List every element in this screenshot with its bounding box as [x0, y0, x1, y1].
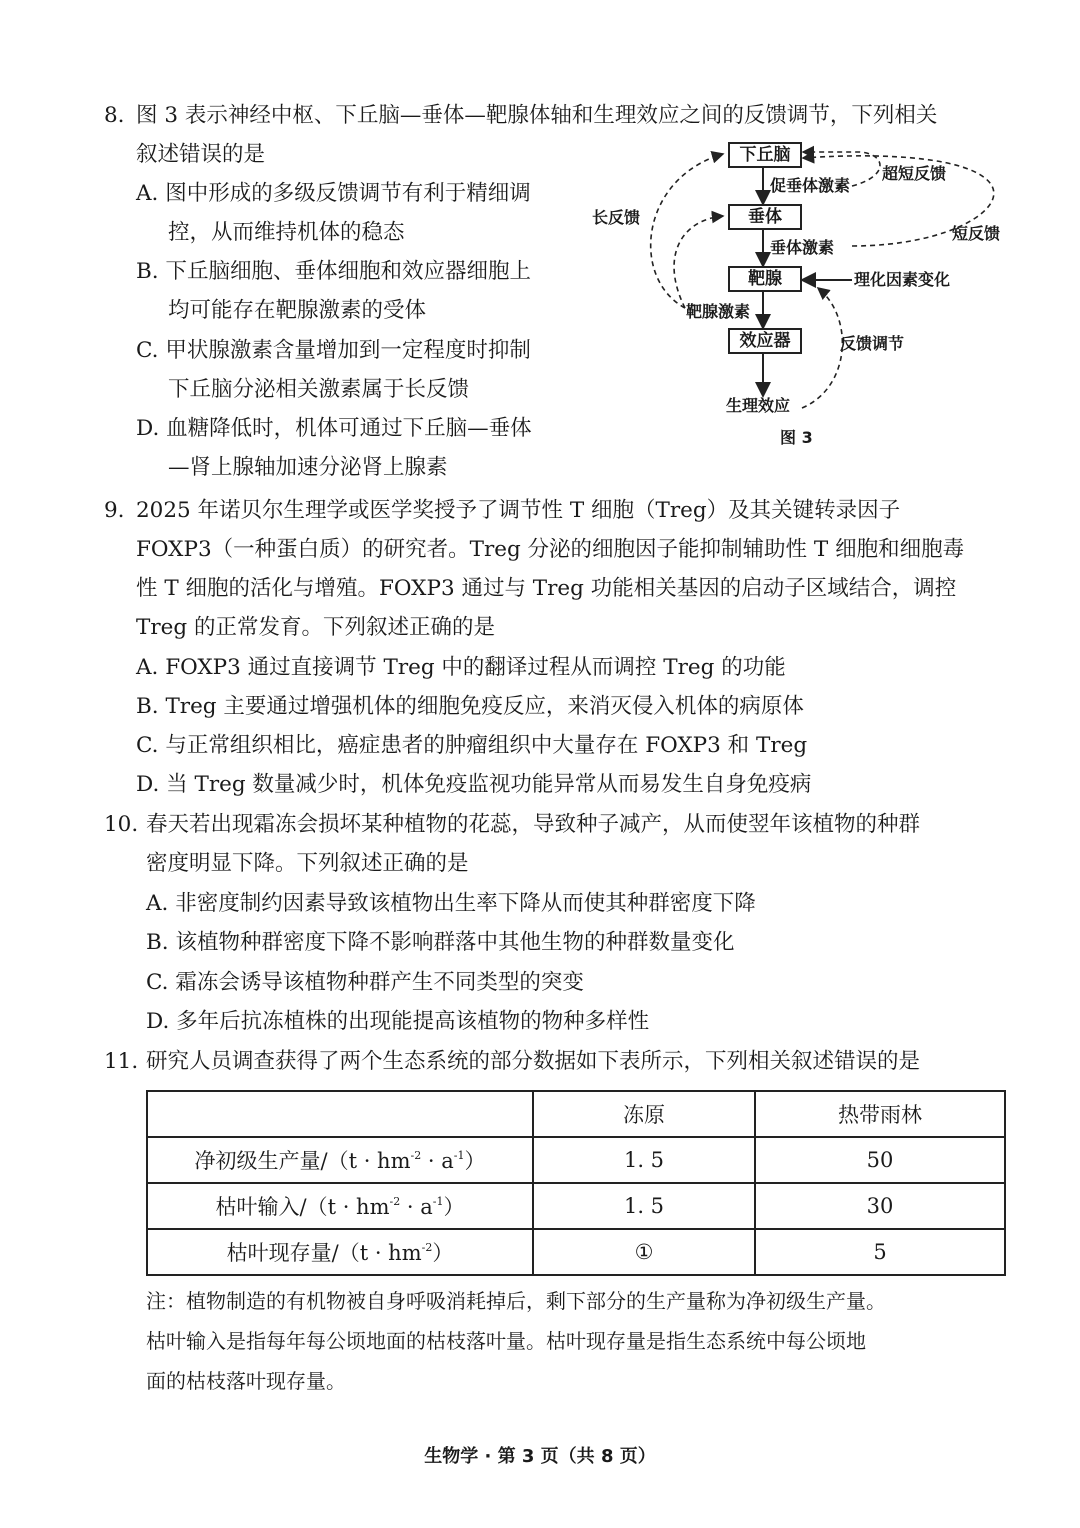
q8-option-a-line1: A. 图中形成的多级反馈调节有利于精细调 [136, 181, 531, 206]
table-header-empty [147, 1091, 533, 1137]
q10-stem-line1: 春天若出现霜冻会损坏某种植物的花蕊，导致种子减产，从而使翌年该植物的种群 [146, 812, 921, 837]
q9-stem-line4: Treg 的正常发育。下列叙述正确的是 [136, 615, 495, 640]
table-row [147, 1183, 1005, 1229]
q10-stem-line2: 密度明显下降。下列叙述正确的是 [146, 851, 469, 876]
cell-tundra: 1. 5 [533, 1183, 755, 1229]
q11-stem: 研究人员调查获得了两个生态系统的部分数据如下表所示，下列相关叙述错误的是 [146, 1049, 921, 1074]
box-effector: 效应器 [728, 328, 802, 354]
q9-stem-line1: 2025 年诺贝尔生理学或医学奖授予了调节性 T 细胞（Treg）及其关键转录因子 [136, 498, 901, 523]
q8-option-b-line1: B. 下丘脑细胞、垂体细胞和效应器细胞上 [136, 259, 531, 284]
cell-rainforest: 30 [755, 1183, 1005, 1229]
table-header-rainforest: 热带雨林 [755, 1091, 1005, 1137]
q10-number: 10. [104, 812, 139, 837]
row-label: 净初级生产量$/(t \cdot hm^{-2} \cdot a^{-1})$ [147, 1137, 533, 1183]
q9-stem-line2: FOXP3（一种蛋白质）的研究者。Treg 分泌的细胞因子能抑制辅助性 T 细胞和细胞毒 [136, 537, 965, 562]
q9-option-b: B. Treg 主要通过增强机体的细胞免疫反应，来消灭侵入机体的病原体 [136, 694, 804, 719]
page-footer: 生物学 · 第 3 页（共 8 页） [424, 1446, 656, 1467]
q10-option-b: B. 该植物种群密度下降不影响群落中其他生物的种群数量变化 [146, 930, 735, 955]
q10-option-c: C. 霜冻会诱导该植物种群产生不同类型的突变 [146, 970, 584, 995]
note-line3: 面的枯枝落叶现存量。 [146, 1369, 346, 1393]
cell-tundra: ① [533, 1229, 755, 1275]
cell-rainforest: 50 [755, 1137, 1005, 1183]
table-header-tundra: 冻原 [533, 1091, 755, 1137]
q8-option-c-line2: 下丘脑分泌相关激素属于长反馈 [168, 377, 470, 402]
box-hypothalamus: 下丘脑 [728, 142, 802, 168]
label-short-feedback: 短反馈 [952, 224, 1001, 243]
arrow-target-hormone-to-pit [674, 216, 723, 308]
row-label: 枯叶现存量$/(t \cdot hm^{-2})$ [147, 1229, 533, 1275]
q8-option-b-line2: 均可能存在靶腺激素的受体 [168, 298, 427, 323]
row-label: 枯叶输入$/(t \cdot hm^{-2} \cdot a^{-1})$ [147, 1183, 533, 1229]
q8-option-a-line2: 控，从而维持机体的稳态 [168, 220, 405, 245]
label-ultrashort: 超短反馈 [882, 164, 947, 183]
label-long-feedback: 长反馈 [592, 208, 641, 227]
q11-number: 11. [104, 1049, 139, 1074]
q8-number: 8. [104, 103, 125, 128]
q8-option-d-line1: D. 血糖降低时，机体可通过下丘脑—垂体 [136, 416, 532, 441]
q10-option-a: A. 非密度制约因素导致该植物出生率下降从而使其种群密度下降 [146, 891, 756, 916]
table-header-row [147, 1091, 1005, 1137]
q10-option-d: D. 多年后抗冻植株的出现能提高该植物的物种多样性 [146, 1009, 650, 1034]
q8-stem-line1: 图 3 表示神经中枢、下丘脑—垂体—靶腺体轴和生理效应之间的反馈调节，下列相关 [136, 103, 938, 128]
feedback-diagram [590, 138, 1020, 458]
arrow-feedback [802, 288, 842, 408]
box-pituitary: 垂体 [728, 204, 802, 230]
figure-caption: 图 3 [780, 428, 813, 447]
label-physiological-effect: 生理效应 [726, 396, 791, 415]
cell-rainforest: 5 [755, 1229, 1005, 1275]
q8-option-d-line2: —肾上腺轴加速分泌肾上腺素 [168, 455, 448, 480]
q9-option-d: D. 当 Treg 数量减少时，机体免疫监视功能异常从而易发生自身免疫病 [136, 772, 812, 797]
note-line2: 枯叶输入是指每年每公顷地面的枯枝落叶量。枯叶现存量是指生态系统中每公顷地 [146, 1329, 866, 1353]
label-feedback-regulation: 反馈调节 [840, 334, 905, 353]
label-physchem-change: 理化因素变化 [854, 270, 951, 289]
note-line1: 注：植物制造的有机物被自身呼吸消耗掉后，剩下部分的生产量称为净初级生产量。 [146, 1289, 886, 1313]
table-row [147, 1137, 1005, 1183]
label-promote-hormone: 促垂体激素 [770, 176, 851, 195]
q8-stem-line2: 叙述错误的是 [136, 142, 266, 167]
q9-option-c: C. 与正常组织相比，癌症患者的肿瘤组织中大量存在 FOXP3 和 Treg [136, 733, 808, 758]
data-table [146, 1090, 1006, 1276]
q9-option-a: A. FOXP3 通过直接调节 Treg 中的翻译过程从而调控 Treg 的功能 [136, 655, 786, 680]
label-pituitary-hormone: 垂体激素 [770, 238, 835, 257]
label-target-hormone: 靶腺激素 [686, 302, 751, 321]
q9-number: 9. [104, 498, 125, 523]
q8-option-c-line1: C. 甲状腺激素含量增加到一定程度时抑制 [136, 338, 531, 363]
arrow-long [651, 154, 723, 308]
table-row [147, 1229, 1005, 1275]
cell-tundra: 1. 5 [533, 1137, 755, 1183]
box-target-gland: 靶腺 [728, 266, 802, 292]
q9-stem-line3: 性 T 细胞的活化与增殖。FOXP3 通过与 Treg 功能相关基因的启动子区域结合，调控 [136, 576, 957, 601]
